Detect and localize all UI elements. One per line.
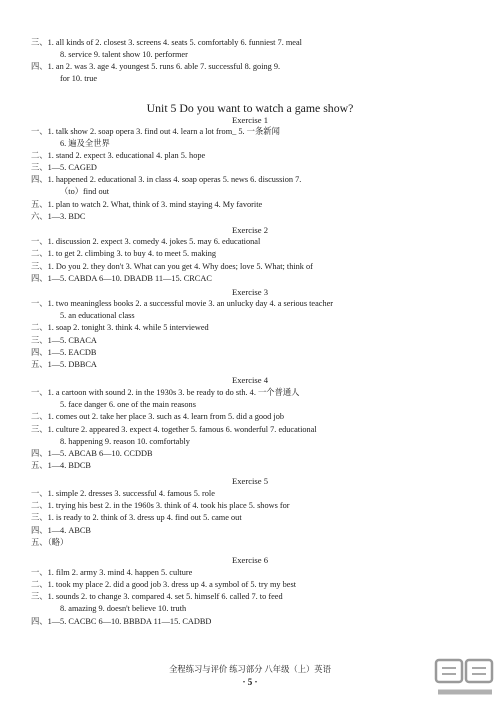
answer-line: 四、1—4. ABCB — [31, 526, 91, 535]
answer-line: 三、1—5. CAGED — [31, 163, 97, 172]
answer-line: 8. amazing 9. doesn't believe 10. truth — [60, 604, 187, 613]
answer-line: 二、1. took my place 2. did a good job 3. dress up 4. a symbol of 5. try my best — [31, 580, 297, 589]
exercise-heading: Exercise 3 — [231, 287, 269, 297]
answer-line: 5. face danger 6. one of the main reasons — [60, 400, 196, 409]
answer-line: 一、1. film 2. army 3. mind 4. happen 5. culture — [31, 568, 193, 577]
answer-line: 二、1. soap 2. tonight 3. think 4. while 5 interviewed — [31, 323, 209, 332]
answer-line: 一、1. a cartoon with sound 2. in the 1930s 3. be ready to do sth. 4. 一个普通人 — [31, 388, 300, 397]
answer-line: 四、1—5. EACDB — [31, 348, 97, 357]
answer-line: 二、1. trying his best 2. in the 1960s 3. think of 4. took his place 5. shows for — [31, 501, 290, 510]
watermark-logo — [434, 658, 496, 702]
answer-line: 6. 遍及全世界 — [60, 139, 110, 148]
answer-line: 三、1. sounds 2. to change 3. compared 4. set 5. himself 6. called 7. to feed — [31, 592, 283, 601]
exercise-heading: Exercise 6 — [231, 555, 269, 565]
exercise-heading: Exercise 4 — [231, 375, 269, 385]
answer-line: 五、（略） — [31, 538, 69, 547]
answer-line: 四、1. happened 2. educational 3. in class 4. soap operas 5. news 6. discussion 7. — [31, 175, 302, 184]
answer-line: 六、1—3. BDC — [31, 212, 86, 221]
answer-line: 三、1. Do you 2. they don't 3. What can you get 4. Why does; love 5. What; think of — [31, 262, 313, 271]
answer-line: 一、1. talk show 2. soap opera 3. find out 4. learn a lot from_ 5. 一条新闻 — [31, 127, 280, 136]
answer-line: 一、1. two meaningless books 2. a successful movie 3. an unlucky day 4. a serious teacher — [31, 299, 334, 308]
page-number: · 5 · — [242, 677, 258, 687]
answer-line: 三、1—5. CBACA — [31, 336, 97, 345]
answer-line: 四、1—5. CABDA 6—10. DBADB 11—15. CRCAC — [31, 274, 212, 283]
exercise-heading: Exercise 2 — [231, 225, 269, 235]
answer-line: （to）find out — [60, 187, 110, 196]
answer-line: 四、1—5. CACBC 6—10. BBBDA 11—15. CADBD — [31, 617, 212, 626]
answer-line: for 10. true — [60, 74, 98, 83]
answer-line: 一、1. discussion 2. expect 3. comedy 4. jokes 5. may 6. educational — [31, 237, 261, 246]
answer-line: 二、1. to get 2. climbing 3. to buy 4. to meet 5. making — [31, 249, 217, 258]
answer-line: 5. an educational class — [60, 311, 135, 320]
answer-line: 三、1. culture 2. appeared 3. expect 4. together 5. famous 6. wonderful 7. educational — [31, 425, 317, 434]
unit-title: Unit 5 Do you want to watch a game show? — [146, 101, 354, 115]
answer-line: 二、1. comes out 2. take her place 3. such as 4. learn from 5. did a good job — [31, 412, 284, 421]
answer-line: 三、1. is ready to 2. think of 3. dress up 4. find out 5. came out — [31, 513, 242, 522]
answer-line: 四、1—5. ABCAB 6—10. CCDDB — [31, 449, 153, 458]
exercise-heading: Exercise 1 — [231, 115, 269, 125]
answer-line: 五、1—5. DBBCA — [31, 360, 97, 369]
page-footer: 全程练习与评价 练习部分 八年级（上）英语 — [169, 665, 331, 674]
answer-line: 8. service 9. talent show 10. performer — [60, 50, 188, 59]
answer-line: 四、1. an 2. was 3. age 4. youngest 5. runs 6. able 7. successful 8. going 9. — [31, 62, 281, 71]
answer-line: 五、1. plan to watch 2. What, think of 3. mind staying 4. My favorite — [31, 200, 263, 209]
answer-line: 8. happening 9. reason 10. comfortably — [60, 437, 190, 446]
answer-line: 五、1—4. BDCB — [31, 461, 91, 470]
exercise-heading: Exercise 5 — [231, 476, 269, 486]
answer-line: 一、1. simple 2. dresses 3. successful 4. famous 5. role — [31, 489, 215, 498]
answer-line: 三、1. all kinds of 2. closest 3. screens 4. seats 5. comfortably 6. funniest 7. meal — [31, 38, 302, 47]
answer-line: 二、1. stand 2. expect 3. educational 4. plan 5. hope — [31, 151, 206, 160]
